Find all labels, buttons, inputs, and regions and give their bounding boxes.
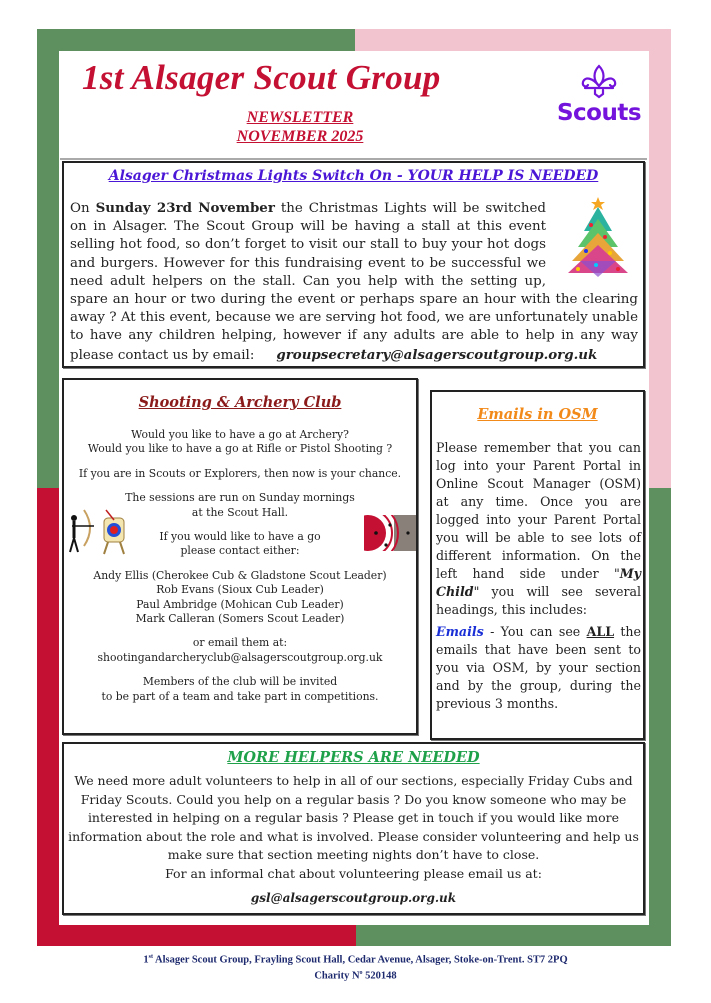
newsletter-subtitle	[180, 108, 420, 146]
scouts-logo	[553, 64, 645, 134]
footer-ordinal: 1	[143, 954, 149, 966]
my-child-label: My Child	[436, 566, 641, 599]
page-title: 1st Alsager Scout Group	[82, 58, 441, 97]
helpers-heading: MORE HELPERS ARE NEEDED	[227, 749, 480, 766]
newsletter-label: NEWSLETTER	[246, 109, 354, 126]
footer-address	[0, 951, 711, 967]
christmas-tree-icon	[558, 191, 638, 283]
all-label: ALL	[586, 624, 615, 639]
chance-text: If you are in Scouts or Explorers, then now is your chance.	[78, 466, 402, 480]
shooting-heading: Shooting & Archery Club	[138, 394, 342, 411]
contact-line-1: If you would like to have a go	[159, 530, 321, 544]
osm-text-2: " you will see several headings, this includes:	[436, 584, 641, 617]
gsl-email-link[interactable]: gsl@alsagerscoutgroup.org.uk	[250, 891, 457, 905]
scouts-logo-text: Scouts	[556, 100, 642, 126]
archer-target-icon	[66, 508, 126, 556]
rifle-question: Would you like to have a go at Rifle or Pistol Shooting ?	[87, 442, 393, 456]
osm-body	[436, 439, 641, 717]
shooting-archery-section	[62, 378, 418, 735]
charity-sup: o	[359, 969, 363, 976]
christmas-heading: Alsager Christmas Lights Switch On - YOUR HELP IS NEEDED	[108, 168, 599, 184]
members-line-1: Members of the club will be invited	[142, 675, 338, 689]
shooting-body	[64, 428, 416, 714]
members-line-2: to be part of a team and take part in competitions.	[101, 689, 379, 703]
charity-number: 520148	[362, 970, 397, 981]
footer-address-text: Alsager Scout Group, Frayling Scout Hall, Cedar Avenue, Alsager, Stoke-on-Trent. ST7 2PQ	[152, 954, 568, 966]
christmas-lights-section	[62, 161, 645, 368]
charity-label: Charity N	[314, 970, 360, 981]
leader-item: Paul Ambridge (Mohican Cub Leader)	[136, 597, 344, 611]
sessions-line-1: The sessions are run on Sunday mornings	[125, 491, 355, 505]
osm-text-4: the emails that have been sent to you via OSM, by your section and by the group, during the previous 3 months.	[436, 624, 641, 711]
footer	[0, 951, 711, 982]
christmas-body	[70, 199, 638, 365]
footer-charity	[0, 967, 711, 983]
leader-item: Andy Ellis (Cherokee Cub & Gladstone Scout Leader)	[93, 568, 387, 582]
sessions-line-2: at the Scout Hall.	[191, 505, 289, 519]
osm-heading: Emails in OSM	[477, 406, 598, 423]
header-divider	[60, 158, 647, 160]
shooting-email-link[interactable]: shootingandarcheryclub@alsagerscoutgroup.org.uk	[97, 650, 383, 664]
shooting-target-icon	[364, 515, 416, 551]
helpers-chat-text: For an informal chat about volunteering please email us at:	[165, 865, 542, 881]
or-email-text: or email them at:	[192, 636, 288, 650]
newsletter-date: NOVEMBER 2025	[236, 128, 364, 145]
christmas-text: the Christmas Lights will be switched on in Alsager. The Scout Group will be having a stall at this event selling hot food, so don’t forget to visit our stall to buy your hot dogs and burgers. However for this fundraising event to be successful we need adult helpers on the stall. Can you help with the setting up, spare an hour or two during the event or perhaps spare an hour with the clearing away ? At this event, because we are serving hot food, we are unfortunately unable to have any children helping, however if any adults are able to help in any way please contact us by email:	[70, 201, 638, 363]
more-helpers-section	[62, 742, 645, 915]
helpers-body	[68, 772, 639, 908]
emails-label: Emails	[436, 624, 484, 639]
group-secretary-email-link[interactable]: groupsecretary@alsagerscoutgroup.org.uk	[276, 346, 598, 363]
contact-line-2: please contact either:	[180, 544, 300, 558]
osm-text-1: Please remember that you can log into your Parent Portal in Online Scout Manager (OSM) at any time. Once you are logged into your Parent Portal you will be able to see lots of different information. On the left hand side under "	[436, 440, 641, 581]
leader-item: Mark Calleran (Somers Scout Leader)	[135, 612, 345, 626]
leader-item: Rob Evans (Sioux Cub Leader)	[156, 583, 324, 597]
event-date: Sunday 23rd November	[95, 200, 275, 216]
emails-osm-section	[430, 390, 645, 740]
helpers-text: We need more adult volunteers to help in all of our sections, especially Friday Cubs and Friday Scouts. Could you help on a regular basis ? Do you know someone who may be interested in helping on a regular basis ? Please get in touch if you would like more information about the role and what is involved. Please consider volunteering and help us make sure that section meeting nights don’t have to close.	[68, 773, 639, 862]
osm-text-3: - You can see	[483, 624, 587, 639]
fleur-de-lis-icon	[553, 64, 645, 100]
christmas-intro: On	[70, 201, 96, 216]
footer-ordinal-suffix: st	[148, 954, 153, 960]
archery-question: Would you like to have a go at Archery?	[131, 428, 349, 441]
